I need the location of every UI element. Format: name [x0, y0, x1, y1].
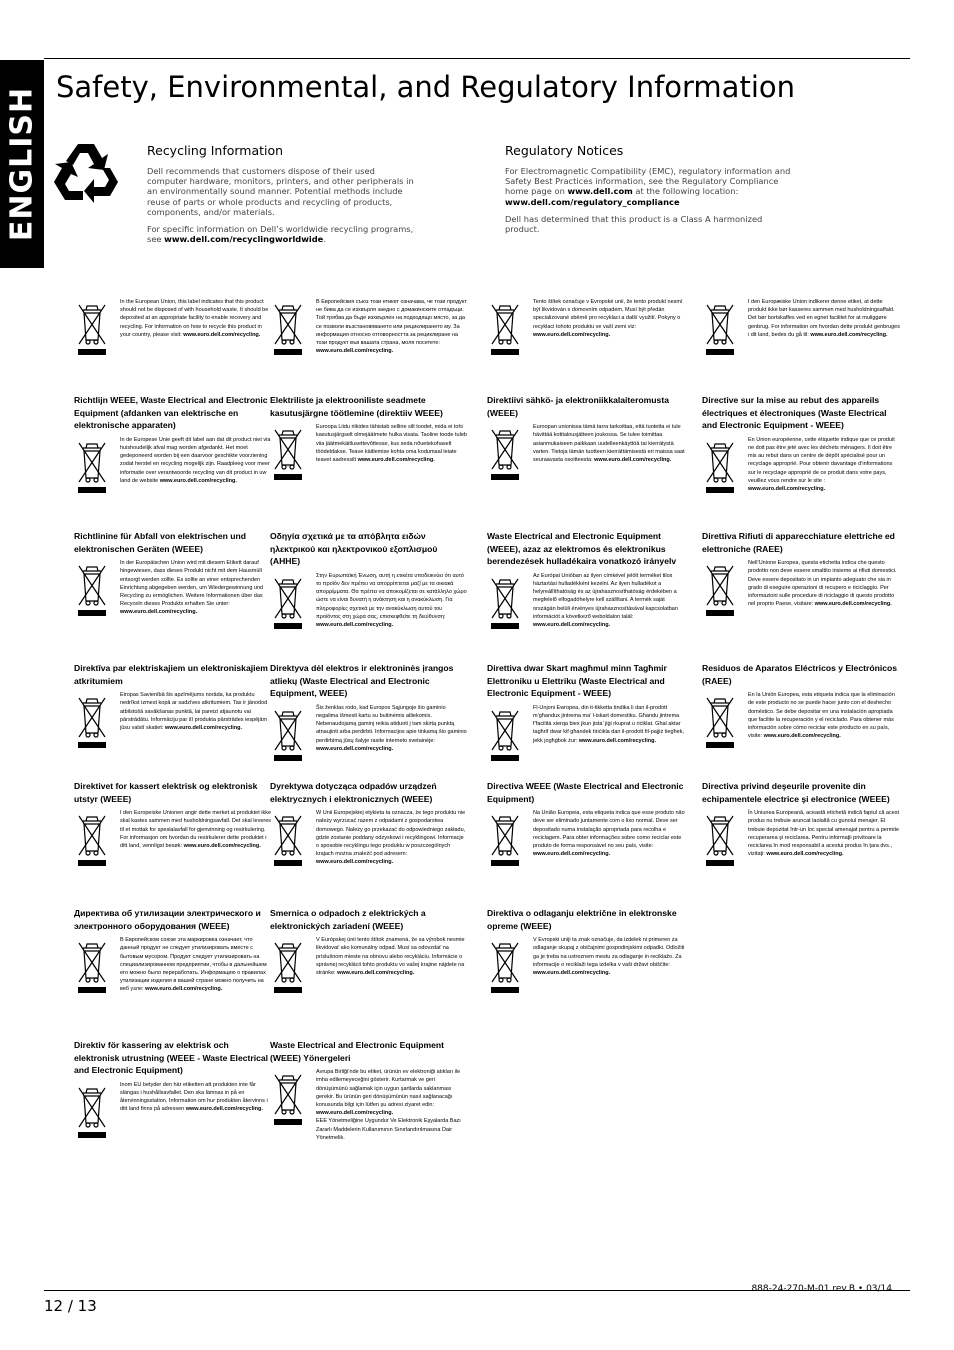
- weee-entry-text: Euroopan unionissa tämä tarra tarkoittaa, että tuotetta ei tule hävittää kotitalousjätteen joukossa. Se tulee toimittaa asianmukaiseen paikkaan uudelleenkäyttöä tai kierrätystä varten. Tietoja tämän tuotteen kierrättämisestä eri maissa saat seuraavasta osoitteesta: www.euro.dell.com/recycling.: [533, 424, 685, 463]
- recycling-link[interactable]: www.euro.dell.com/recycling.: [316, 348, 394, 355]
- weee-entry-heading: Waste Electrical and Electronic Equipment (WEEE), azaz az elektromos és elektronikus berendezések hulladékaira vonatkozó irányelv: [487, 531, 677, 567]
- weee-entry-text: Στην Ευρωπαϊκή Ένωση, αυτή η ετικέτα υποδεικνύει ότι αυτό το προϊόν δεν πρέπει να απορρίπτεται μαζί με τα οικιακά απορρίμματα. Θα πρέπει να αποκομίζεται σε κατάλληλο χώρο ώστε να είναι δυνατή η ανάκτηση και η ανακύκλωση. Για πληροφορίες σχετικά με την ανακύκλωση αυτού του προϊόντος στη χώρα σας, επισκεφθείτε τη διεύθυνση: www.euro.dell.com/recycling.: [316, 572, 467, 628]
- weee-entry: [270, 907, 468, 992]
- weee-entry: [487, 780, 685, 865]
- weee-entry-text: Tento štítek označuje v Evropské unii, že tento produkt nesmí být likvidován s domovním odpadem. Musí být předán specializované sběrně pro recyklaci a další využití. Pokyny o recyklaci tohoto produktu ve vaší zemi viz: www.euro.dell.com/recycling.: [533, 299, 683, 338]
- recycling-link[interactable]: www.euro.dell.com/recycling.: [594, 457, 672, 463]
- weee-entry: [74, 907, 272, 994]
- recycling-link[interactable]: www.euro.dell.com/recycling.: [164, 725, 243, 731]
- recycle-icon: [50, 140, 122, 208]
- page-number: 12 / 13: [44, 1297, 97, 1315]
- weee-entry: [270, 530, 468, 629]
- weee-entry-heading: Directive sur la mise au rebut des appareils électriques et électroniques (Waste Electrical and Electronic Equipment - WEEE): [702, 395, 887, 431]
- weee-entry-text: V Európskej únii tento štítok znamená, že sa výrobok nesmie likvidovať ako komunálny odpad. Musí sa odovzdať na príslušnom mieste na obnovu alebo recykláciu. Informácie o správnej recyklácii tohto produktu vo vašej krajine nájdete na stránke: www.euro.dell.com/recycling.: [316, 937, 465, 976]
- weee-entry-heading: Smernica o odpadoch z elektrických a elektronických zariadení (WEEE): [270, 908, 426, 931]
- recycling-link[interactable]: www.euro.dell.com/recycling.: [810, 331, 888, 338]
- recycling-link[interactable]: www.euro.dell.com/recycling.: [533, 970, 611, 976]
- weee-entry-text: В Европейския съюз този етикет означава, че този продукт не бива да се изхвърля заедно с домакинските отпадъци. Той трябва да бъде изхвърлен на подходящо място, за да се позволи възстановяването или рециклирането му. За информация относно отговорността за рециклиране на този продукт във вашата страна, моля посетете: www.euro.dell.com/recycling.: [316, 299, 467, 355]
- regulatory-text-1: For Electromagnetic Compatibility (EMC), regulatory information and Safety Best Practices information, see the Regulatory Compliance home page on www.dell.com at the following location: www.dell.com/regulatory_compliance: [505, 166, 791, 207]
- weee-entry: [487, 662, 685, 760]
- weee-entry-text: I den Europeiske Unionen angir dette merket at produktet ikke skal kastes sammen med husholdningsavfall. Det skal leveres til et mottak for spesialavfall for gjenvinning og resirkulering. For informasjon om hvordan du resirkulerer dette produktet i ditt land, vennligst besøk: www.euro.dell.com/recycling.: [120, 810, 272, 849]
- recycling-text-1: Dell recommends that customers dispose of their used computer hardware, monitors, printers, and other peripherals in an environmentally sound manner. Potential methods include reuse of parts or whole products and recycling of products, components, and/or materials.: [147, 166, 414, 217]
- weee-entry-heading: Direktivet for kassert elektrisk og elektronisk utstyr (WEEE): [74, 781, 258, 804]
- recycling-link[interactable]: www.euro.dell.com/recycling.: [185, 1106, 263, 1113]
- weee-entry: [270, 1039, 468, 1142]
- weee-entry-heading: Директива об утилизации электрического и электронного оборудования (WEEE): [74, 908, 261, 931]
- recycling-link[interactable]: www.euro.dell.com/recycling.: [316, 622, 394, 628]
- weee-entry: [702, 780, 900, 865]
- document-number: 888-24-270-M-01 rev.B • 03/14: [751, 1284, 892, 1294]
- recycling-heading: Recycling Information: [147, 143, 284, 158]
- weee-entry: [487, 394, 685, 479]
- weee-entry-text: Šis ženklas rodo, kad Europos Sąjungoje šio gaminio negalima išmesti kartu su buitinėmis atliekomis. Nebenaudojamą gaminį reikia atiduoti į tam skirtą punktą atnaujinti arba perdirbti. Informacijos apie tinkamą šio gaminio perdirbimą jūsų šalyje rasite interneto svetainėje: www.euro.dell.com/recycling.: [316, 704, 467, 752]
- recycling-link[interactable]: www.euro.dell.com/recycling.: [578, 737, 656, 744]
- weee-entry-heading: Direttiva dwar Skart magħmul minn Tagħmir Elettroniku u Elettriku (Waste Electrical and Electronic Equipment - WEEE): [487, 663, 667, 699]
- weee-entry-heading: Direktiv för kassering av elektrisk och elektronisk utrustning (WEEE - Waste Electrical and Electronic Equipment): [74, 1040, 269, 1076]
- weee-entry: [487, 530, 685, 629]
- recycling-link[interactable]: www.euro.dell.com/recycling.: [316, 745, 394, 752]
- weee-entry-text: In de Europese Unie geeft dit label aan dat dit product niet via huishoudelijk afval mag worden afgedankt. Het moet gedeponeerd worden bij een daarvoor geschikte voorziening zodat herstel en recycling mogelijk zijn. Raadpleeg voor meer informatie over verantwoorde recycling van dit product in uw land de website www.euro.dell.com/recycling.: [120, 436, 271, 484]
- weee-entry-text: V Evropski uniji ta znak označuje, da izdelek ni primeren za odlaganje skupaj z običajnimi gospodinjskimi odpadki. Odložiti ga je treba na ustreznem mestu za odlaganje in reciklažo. Za informacije o reciklaži tega izdelka v vaši državi obiščite: www.euro.dell.com/recycling.: [533, 937, 685, 976]
- weee-entry: [702, 394, 900, 493]
- regulatory-compliance-link[interactable]: www.dell.com/regulatory_compliance: [505, 196, 680, 207]
- weee-entry: [487, 907, 685, 992]
- weee-entry-text: В Европейском союзе эта маркировка означает, что данный продукт не следует утилизировать вместе с бытовым мусором. Продукт следует утилизировать на специализированном предприятии, чтобы в дальнейшем его можно было переработать. Информацию о правилах утилизации изделия в вашей стране можно получить на веб узле: www.euro.dell.com/recycling.: [120, 937, 267, 993]
- recycling-link[interactable]: www.euro.dell.com/recycling.: [159, 477, 237, 484]
- weee-entry-text: În Uniunea Europeană, această etichetă indică faptul că acest produs nu trebuie aruncat laolaltă cu gunoiul menajer. El trebuie depozitat într-un loc special amenajat pentru a permite recuperarea şi reciclarea. Pentru informaţii privitoare la reciclarea în mod responsabil a acestui produs în ţara dvs., vizitaţi: www.euro.dell.com/recycling.: [748, 810, 900, 858]
- recycling-link[interactable]: www.euro.dell.com/recycling.: [763, 733, 841, 740]
- weee-entry-text: Euroopa Liidu riikides tähistab selline silt toodet, mida ei tohi kasutusjärgselt olmejäätmete hulka visata. Taoline toode tuleb viia jäätmekäitlusettevõttesse, kus seda nõuetekohaselt töödeldakse. Teave käitlemise kohta oma kodumaal leiate teavet aadressilt www.euro.dell.com/recycling.: [316, 424, 467, 463]
- language-tab-label: ENGLISH: [4, 86, 40, 242]
- weee-entry-text: Na União Europeia, esta etiqueta indica que esse produto não deve ser eliminado juntamente com o lixo normal. Deve ser depositado numa instalação apropriada para recolha e reciclagem. Para obter informações sobre como reciclar este produto de forma responsável no seu país, visite: www.euro.dell.com/recycling.: [533, 810, 685, 858]
- weee-entry: [74, 394, 272, 492]
- recycling-text-2: For specific information on Dell’s worldwide recycling programs, see www.dell.com/recyclingworldwide.: [147, 224, 414, 245]
- weee-entry-text: Eiropas Savienībā šis apzīmējums norāda, ka produktu nedrīkst izmest kopā ar sadzīves atkritumiem. Tas ir jānodod atbilstošā savākšanas punktā, lai pareizi atjaunotu vai pārstrādātu. Informāciju par šī produkta pārstrādes iespējām jūsu valstī skatiet: www.euro.dell.com/recycling.: [120, 692, 268, 731]
- weee-entry-heading: Richtlinine für Abfall von elektrischen und elektronischen Geräten (WEEE): [74, 531, 247, 554]
- recycling-link[interactable]: www.euro.dell.com/recycling.: [814, 601, 892, 608]
- regulatory-heading: Regulatory Notices: [505, 143, 624, 158]
- weee-entry-text: En Union européenne, cette étiquette indique que ce produit ne doit pas être jeté avec les déchets ménagers. Il doit être mis au rebut dans un centre de dépôt spécialisé pour un recyclage approprié. Pour obtenir davantage d’informations sur le recyclage approprié de ce produit dans votre pays, veuillez vous rendre sur le site : www.euro.dell.com/recycling.: [748, 436, 895, 492]
- dell-link[interactable]: www.dell.com: [567, 186, 633, 197]
- document-date: 03/14: [866, 1284, 892, 1294]
- recycling-link[interactable]: www.euro.dell.com/recycling.: [316, 1110, 394, 1117]
- recycling-link[interactable]: www.euro.dell.com/recycling.: [766, 851, 844, 858]
- regulatory-section: [505, 143, 795, 241]
- recycling-link[interactable]: www.euro.dell.com/recycling.: [337, 970, 415, 976]
- weee-entry: [702, 662, 900, 747]
- weee-entry: [74, 298, 272, 354]
- weee-entry-heading: Direktiivi sähkö- ja elektroniikkalaiteromusta (WEEE): [487, 395, 669, 418]
- weee-entry: [74, 1039, 272, 1137]
- weee-entry: [487, 298, 685, 354]
- top-rule: [44, 58, 910, 59]
- weee-entry-heading: Directiva WEEE (Waste Electrical and Electronic Equipment): [487, 781, 684, 804]
- weee-entry-text: Nell’Unione Europea, questa etichetta indica che questo prodotto non deve essere smaltito insieme ai rifiuti domestici. Deve essere depositato in un impianto adeguato che sia in grado di eseguire operazioni di recupero e riciclaggio. Per informazioni sulle procedure di riciclaggio di questo prodotto nel proprio Paese, visitare: www.euro.dell.com/recycling.: [748, 560, 897, 608]
- weee-entry-text: W Unii Europejskiej etykieta ta oznacza, że tego produktu nie należy wyrzucać razem z odpadami z gospodarstwa domowego. Należy go przekazać do odpowiedniego zakładu, gdzie zostanie poddany odzyskowi i recyklingowi. Informacje o sposobie recyklingu tego produktu w poszczególnych krajach można znaleźć pod adresem: www.euro.dell.com/recycling.: [316, 810, 466, 866]
- weee-entry: [74, 530, 272, 617]
- recycling-link[interactable]: www.euro.dell.com/recycling.: [533, 851, 611, 858]
- weee-entry: [270, 780, 468, 867]
- weee-entry-text: In the European Union, this label indicates that this product should not be disposed of with household waste. It should be deposited at an appropriate facility to enable recovery and recycling. For information on how to recycle this product in your country, please visit: www.euro.dell.com/recycling.: [120, 299, 269, 338]
- recycling-link[interactable]: www.euro.dell.com/recycling.: [145, 986, 223, 993]
- weee-entry-text: In der Europäischen Union wird mit diesem Etikett darauf hingewiesen, dass dieses Produkt nicht mit dem Hausmüll entsorgt werden sollte. Es sollte an einer entsprechenden Einrichtung abgegeben werden, um Wiedergewinnung und Recycling zu ermöglichen. Weitere Informationen über das Recyceln dieses Produkts erhalten Sie unter: www.euro.dell.com/recycling.: [120, 560, 264, 616]
- recycling-link[interactable]: www.euro.dell.com/recycling.: [120, 609, 198, 616]
- recycling-link[interactable]: www.euro.dell.com/recycling.: [533, 622, 611, 628]
- recycling-link[interactable]: www.euro.dell.com/recycling.: [748, 486, 826, 492]
- weee-entry: [74, 780, 272, 865]
- weee-entry-text: Fl-Unjoni Ewropea, din it-tikketta tindika li dan il-prodott m’għandux jintrema ma’ l-iskart domestiku. Għandu jintrema f’facilità xierqa biex jkun jista’ jiġi rkuprat u riċiklat. Għal aktar tagħrif dwar kif għandek tiriċikla dan il-prodott fil-pajjiż tiegħek, jekk jogħġbok żur: www.euro.dell.com/recycling.: [533, 704, 685, 744]
- weee-entry-text: En la Unión Europea, esta etiqueta indica que la eliminación de este producto no se puede hacer junto con el deshecho doméstico. Se debe depositar en una instalación apropiada que facilite la recuperación y el reciclado. Para obtener más información sobre cómo reciclar este producto en su país, visite: www.euro.dell.com/recycling.: [748, 692, 895, 740]
- weee-entry-heading: Dyrektywa dotycząca odpadów urządzeń elektrycznych i elektronicznych (WEEE): [270, 781, 437, 804]
- weee-entry: [270, 298, 468, 355]
- weee-entry-heading: Οδηγία σχετικά με τα απόβλητα ειδών ηλεκτρικού και ηλεκτρονικού εξοπλισμού (ΑΗΗΕ): [270, 531, 438, 567]
- weee-entry-heading: Direktīva par elektriskajiem un elektroniskajiem atkritumiem: [74, 663, 268, 686]
- recycling-section: [147, 143, 417, 251]
- recycling-link[interactable]: www.euro.dell.com/recycling.: [533, 331, 611, 338]
- weee-entry-heading: Direktiva o odlaganju električne in elektronske opreme (WEEE): [487, 908, 677, 931]
- recycling-link[interactable]: www.euro.dell.com/recycling.: [316, 859, 394, 866]
- recycling-link[interactable]: www.euro.dell.com/recycling.: [183, 843, 261, 849]
- recycling-link[interactable]: www.euro.dell.com/recycling.: [357, 457, 435, 463]
- page-title: Safety, Environmental, and Regulatory Information: [56, 70, 796, 104]
- weee-entry: [270, 394, 468, 479]
- recycling-link[interactable]: www.dell.com/recyclingworldwide: [164, 234, 324, 245]
- weee-entry-heading: Direttiva Rifiuti di apparecchiature elettriche ed elettroniche (RAEE): [702, 531, 895, 554]
- weee-entry-text: I den Europæiske Union indikerer denne etiket, at dette produkt ikke bør kasseres sammen med husholdningsaffald. Det bør bortskaffes ved en egnet facilitet for at muliggøre genbrug. For information om hvordan dette produkt genbruges i dit land, bedes du gå til: www.euro.dell.com/recycling.: [748, 299, 900, 338]
- weee-entry-heading: Direktyva dėl elektros ir elektroninės įrangos atliekų (Waste Electrical and Electronic Equipment, WEEE): [270, 663, 454, 699]
- weee-entry-heading: Residuos de Aparatos Eléctricos y Electrónicos (RAEE): [702, 663, 898, 686]
- weee-entry: [702, 530, 900, 615]
- weee-entry-heading: Waste Electrical and Electronic Equipment (WEEE) Yönergeleri: [270, 1040, 444, 1063]
- weee-entry-text: Az Európai Unióban az ilyen címkével jelölt terméket tilos háztartási hulladékként kezelni. Az ilyen hulladékot a helyreállíthatóság és az újrahasznosíthatóság érdekében a megfelelő elfogadóhelyre kell szállítani. A termék saját országán belüli érvényes újrahasznosításával kapcsolatban információt a következő weboldalon talál: www.euro.dell.com/recycling.: [533, 572, 678, 628]
- weee-entry-heading: Elektriliste ja elektrooniliste seadmete kasutusjärgne töötlemine (direktiiv WEEE): [270, 395, 443, 418]
- weee-entry-heading: Richtlijn WEEE, Waste Electrical and Electronic Equipment (afdanken van elektrische en elektronische apparaten): [74, 395, 268, 431]
- weee-entry-text: Inom EU betyder den här etiketten att produkten inte får slängas i hushållsavfallet. Den ska lämnas in på en återvinningsstation. Information om hur produkten återvinns i ditt land finns på adressen www.euro.dell.com/recycling.: [120, 1081, 268, 1113]
- weee-entry-heading: Directiva privind deşeurile provenite din echipamentele electrice şi electronice (WEEE): [702, 781, 890, 804]
- regulatory-text-2: Dell has determined that this product is a Class A harmonized product.: [505, 213, 763, 235]
- weee-entry-text: Avrupa Birliği’nde bu etiket, ürünün ev elektroniği atıkları ile imha edilemeyeceğini gösterir. Kurtarmak ve geri dönüşümünü sağlamak için uygun şartlarda saklanması gerekir. Bu ürünün geri dönüşümünün nasıl sağlanacağı konusunda bilgi için lütfen şu adresi ziyaret edin: www.euro.dell.com/recycling. EEE Yönetmeliğine Uygundur Ve Elektronik Eşyalarda Bazı Zararlı Maddelerin Kullanımının Sınırlandırılmasına Dair Yönetmelik.: [316, 1069, 461, 1141]
- weee-entry: [74, 662, 272, 747]
- language-tab: [0, 60, 44, 268]
- recycling-link[interactable]: www.euro.dell.com/recycling.: [183, 331, 261, 338]
- weee-entry: [702, 298, 900, 354]
- weee-entry: [270, 662, 468, 760]
